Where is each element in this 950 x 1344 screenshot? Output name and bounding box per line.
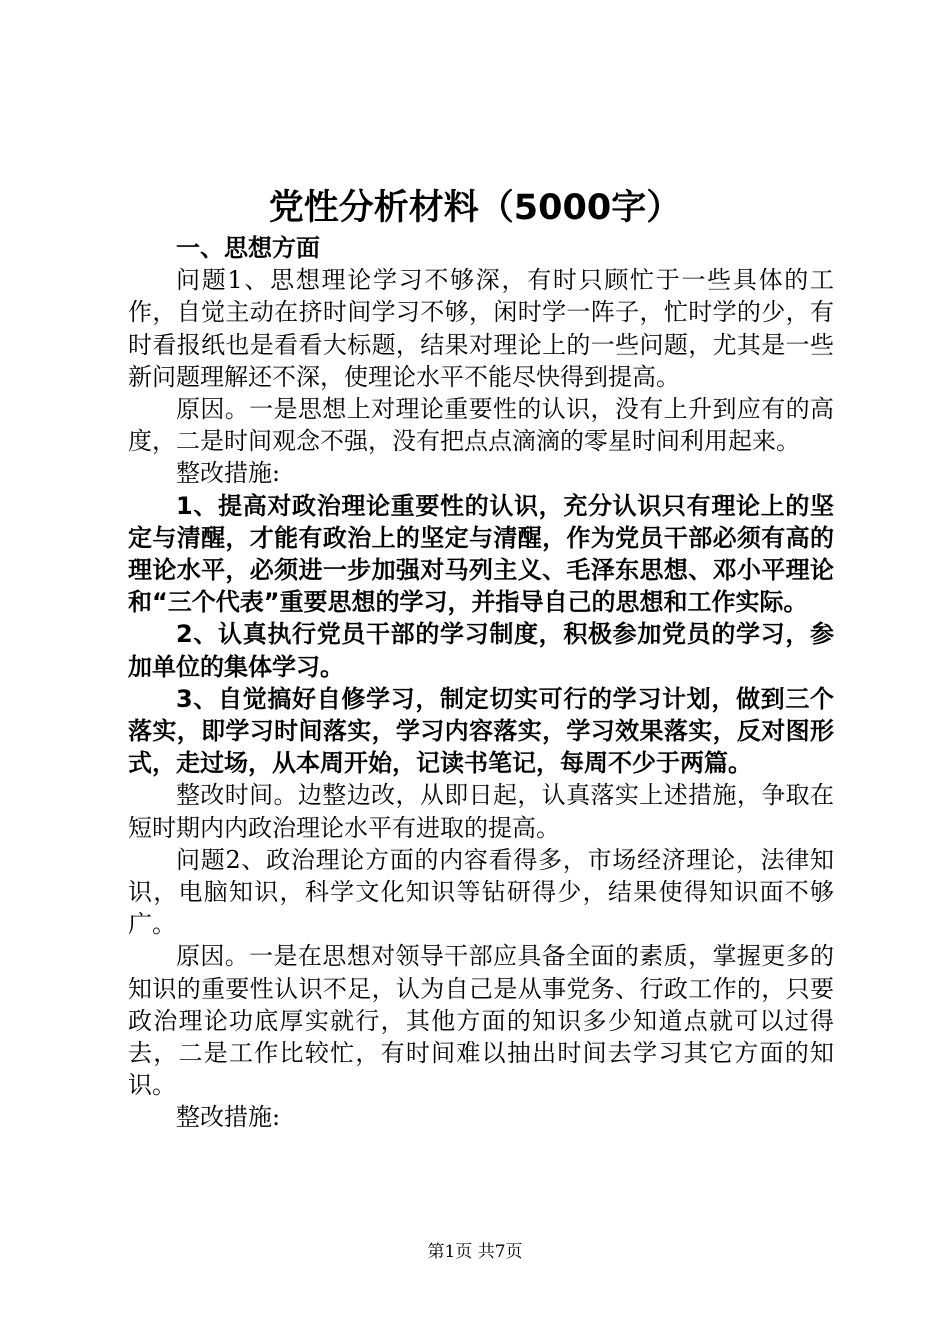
page-footer: 第1页 共7页 bbox=[427, 1242, 523, 1262]
paragraph-bold: 1、提高对政治理论重要性的认识，充分认识只有理论上的坚定与清醒，才能有政治上的坚定与清醒，作为党员干部必须有高的理论水平，必须进一步加强对马列主义、毛泽东思想、邓小平理论和“三个代表”重要思想的学习，并指导自己的思想和工作实际。 bbox=[128, 491, 834, 617]
paragraph-bold: 3、自觉搞好自修学习，制定切实可行的学习计划，做到三个落实，即学习时间落实，学习内容落实，学习效果落实，反对图形式，走过场，从本周开始，记读书笔记，每周不少于两篇。 bbox=[128, 684, 834, 778]
paragraph: 整改措施: bbox=[176, 459, 281, 488]
document-body bbox=[128, 232, 834, 1134]
paragraph: 整改时间。边整边改，从即日起，认真落实上述措施，争取在短时期内内政治理论水平有进取的提高。 bbox=[128, 781, 834, 842]
paragraph: 问题2、政治理论方面的内容看得多，市场经济理论，法律知识，电脑知识，科学文化知识等钻研得少，结果使得知识面不够广。 bbox=[128, 845, 834, 939]
section-heading: 一、思想方面 bbox=[176, 234, 320, 262]
paragraph: 原因。一是思想上对理论重要性的认识，没有上升到应有的高度，二是时间观念不强，没有把点点滴滴的零星时间利用起来。 bbox=[128, 395, 834, 456]
paragraph: 整改措施: bbox=[176, 1103, 281, 1132]
document-title: 党性分析材料（5000字） bbox=[268, 188, 682, 228]
paragraph: 原因。一是在思想对领导干部应具备全面的素质，掌握更多的知识的重要性认识不足，认为自己是从事党务、行政工作的，只要政治理论功底厚实就行，其他方面的知识多少知道点就可以过得去，二是工作比较忙，有时间难以抽出时间去学习其它方面的知识。 bbox=[128, 942, 834, 1100]
paragraph-bold: 2、认真执行党员干部的学习制度，积极参加党员的学习，参加单位的集体学习。 bbox=[128, 620, 834, 681]
paragraph: 问题1、思想理论学习不够深，有时只顾忙于一些具体的工作，自觉主动在挤时间学习不够，闲时学一阵子，忙时学的少，有时看报纸也是看看大标题，结果对理论上的一些问题，尤其是一些新问题理解还不深，使理论水平不能尽快得到提高。 bbox=[128, 266, 834, 391]
